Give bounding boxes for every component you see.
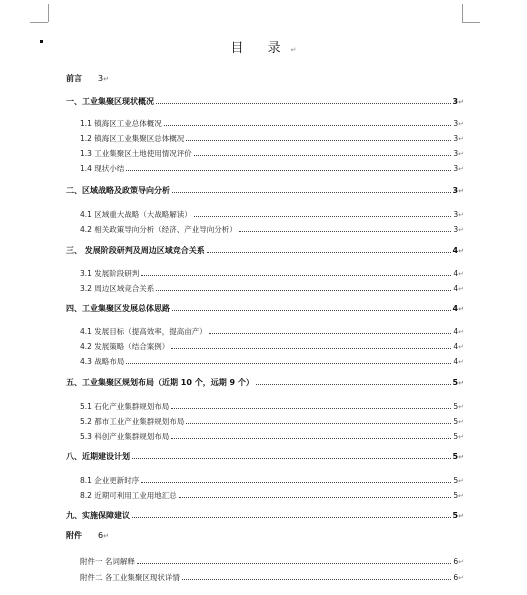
toc-title-text: 目 录 xyxy=(230,41,291,56)
paragraph-mark-icon: ↵ xyxy=(458,247,464,255)
toc-entry-label: 四、工业集聚区发展总体思路 xyxy=(66,304,170,313)
toc-entry-label: 4.1 区域重大战略（大战略解读） xyxy=(80,210,192,219)
toc-entry-label: 5.2 都市工业产业集群规划布局 xyxy=(80,417,185,426)
toc-entry-label: 附件二 各工业集聚区现状详情 xyxy=(80,573,180,582)
toc-subsection-item[interactable] xyxy=(80,209,464,220)
paragraph-mark-icon: ↵ xyxy=(458,418,464,426)
paragraph-mark-icon: ↵ xyxy=(458,477,464,485)
paragraph-mark-icon: ↵ xyxy=(458,453,464,461)
paragraph-mark-icon: ↵ xyxy=(458,226,464,234)
toc-entry-label: 3.2 周边区域竞合关系 xyxy=(80,284,155,293)
toc-page-number: 4 xyxy=(453,269,459,278)
paragraph-mark-icon: ↵ xyxy=(458,187,464,195)
toc-page-number: 4 xyxy=(452,304,459,313)
toc-entry-label: 8.2 近期可利用工业用地汇总 xyxy=(80,491,177,500)
toc-entry-label: 二、区域战略及政策导向分析 xyxy=(66,186,170,195)
toc-page-number: 3 xyxy=(453,119,459,128)
toc-section-heading[interactable] xyxy=(66,185,464,196)
toc-entry-label: 前言 xyxy=(66,74,82,83)
toc-page-number: 3 xyxy=(453,164,459,173)
toc-entry-label: 1.1 镇海区工业总体概况 xyxy=(80,119,162,128)
dot-leader xyxy=(209,333,452,334)
paragraph-mark-icon: ↵ xyxy=(458,433,464,441)
toc-page-number: 5 xyxy=(453,491,459,500)
toc-appendix[interactable] xyxy=(66,530,109,541)
dot-leader xyxy=(141,275,451,276)
toc-entry-label: 5.3 科创产业集群规划布局 xyxy=(80,432,170,441)
toc-subsection-item[interactable] xyxy=(80,326,464,337)
dot-leader xyxy=(132,458,451,459)
toc-subsection-item[interactable] xyxy=(80,283,464,294)
toc-subsection-item[interactable] xyxy=(80,490,464,501)
dot-leader xyxy=(126,363,451,364)
dot-leader xyxy=(194,155,452,156)
toc-page-number: 5 xyxy=(452,452,459,461)
toc-subsection-item[interactable] xyxy=(80,163,464,174)
toc-entry-label: 3.1 发展阶段研判 xyxy=(80,269,140,278)
paragraph-mark-icon: ↵ xyxy=(458,285,464,293)
dot-leader xyxy=(256,384,451,385)
paragraph-mark-icon: ↵ xyxy=(103,75,109,83)
toc-subsection-item[interactable] xyxy=(80,118,464,129)
toc-section-heading[interactable] xyxy=(66,245,464,256)
dot-leader xyxy=(194,216,452,217)
paragraph-mark-icon: ↵ xyxy=(458,358,464,366)
paragraph-mark-icon: ↵ xyxy=(458,379,464,387)
toc-page-number: 4 xyxy=(453,284,459,293)
dot-leader xyxy=(137,563,451,564)
toc-page-number: 4 xyxy=(453,327,459,336)
dot-leader xyxy=(186,140,451,141)
toc-subsection-item[interactable] xyxy=(80,416,464,427)
toc-entry-label: 4.1 发展目标（提高效率，提高亩产） xyxy=(80,327,207,336)
dot-leader xyxy=(172,310,451,311)
toc-section-heading[interactable] xyxy=(66,510,464,521)
toc-appendix-item[interactable] xyxy=(80,572,464,583)
paragraph-mark-icon: ↵ xyxy=(458,558,464,566)
toc-page-number: 5 xyxy=(453,476,459,485)
paragraph-mark-icon: ↵ xyxy=(458,270,464,278)
toc-title xyxy=(0,37,527,56)
dot-leader xyxy=(171,408,451,409)
toc-entry-label: 一、工业集聚区现状概况 xyxy=(66,97,154,106)
toc-page-number: 4 xyxy=(452,246,459,255)
toc-section-heading[interactable] xyxy=(66,451,464,462)
toc-subsection-item[interactable] xyxy=(80,475,464,486)
dot-leader xyxy=(141,482,451,483)
dot-leader xyxy=(239,231,452,232)
paragraph-mark-icon: ↵ xyxy=(458,211,464,219)
dot-leader xyxy=(172,192,451,193)
toc-page-number: 5 xyxy=(453,432,459,441)
toc-subsection-item[interactable] xyxy=(80,148,464,159)
toc-subsection-item[interactable] xyxy=(80,401,464,412)
dot-leader xyxy=(182,579,451,580)
toc-entry-label: 1.4 现状小结 xyxy=(80,164,125,173)
dot-leader xyxy=(164,125,452,126)
paragraph-mark-icon: ↵ xyxy=(458,150,464,158)
toc-page-number: 3 xyxy=(452,186,459,195)
toc-subsection-item[interactable] xyxy=(80,356,464,367)
toc-section-heading[interactable] xyxy=(66,303,464,314)
paragraph-mark-icon: ↵ xyxy=(458,403,464,411)
paragraph-mark-icon: ↵ xyxy=(458,165,464,173)
toc-foreword[interactable] xyxy=(66,73,109,84)
toc-section-heading[interactable] xyxy=(66,377,464,388)
dot-leader xyxy=(179,497,452,498)
toc-section-heading[interactable] xyxy=(66,96,464,107)
paragraph-mark-icon: ↵ xyxy=(458,98,464,106)
toc-entry-label: 八、近期建设计划 xyxy=(66,452,130,461)
paragraph-mark-icon: ↵ xyxy=(290,46,297,54)
dot-leader xyxy=(207,252,451,253)
toc-subsection-item[interactable] xyxy=(80,224,464,235)
toc-page-number: 3 xyxy=(98,74,104,83)
toc-entry-label: 1.2 镇海区工业集聚区总体概况 xyxy=(80,134,185,143)
paragraph-mark-icon: ↵ xyxy=(458,343,464,351)
toc-entry-label: 5.1 石化产业集群规划布局 xyxy=(80,402,170,411)
toc-page-number: 3 xyxy=(453,210,459,219)
dot-leader xyxy=(156,290,451,291)
toc-subsection-item[interactable] xyxy=(80,133,464,144)
toc-page-number: 3 xyxy=(453,134,459,143)
paragraph-mark-icon: ↵ xyxy=(458,328,464,336)
toc-appendix-item[interactable] xyxy=(80,556,464,567)
toc-entry-label: 1.3 工业集聚区土地使用情况评价 xyxy=(80,149,192,158)
paragraph-mark-icon: ↵ xyxy=(458,305,464,313)
dot-leader xyxy=(132,517,451,518)
toc-entry-label: 附件 xyxy=(66,531,82,540)
toc-subsection-item[interactable] xyxy=(80,268,464,279)
toc-entry-label: 4.2 发展策略（结合案例） xyxy=(80,342,170,351)
toc-subsection-item[interactable] xyxy=(80,341,464,352)
toc-page-number: 5 xyxy=(452,378,459,387)
dot-leader xyxy=(186,423,451,424)
paragraph-mark-icon: ↵ xyxy=(103,532,109,540)
toc-entry-label: 附件一 名词解释 xyxy=(80,557,135,566)
dot-leader xyxy=(171,438,451,439)
paragraph-mark-icon: ↵ xyxy=(458,120,464,128)
toc-entry-label: 五、工业集聚区规划布局（近期 10 个，远期 9 个） xyxy=(66,378,254,387)
toc-entry-label: 三、 发展阶段研判及周边区域竞合关系 xyxy=(66,246,205,255)
dot-leader xyxy=(156,103,451,104)
toc-page-number: 6 xyxy=(453,573,459,582)
toc-page-number: 3 xyxy=(453,225,459,234)
toc-page-number: 4 xyxy=(453,357,459,366)
paragraph-mark-icon: ↵ xyxy=(458,512,464,520)
toc-entry-label: 九、实施保障建议 xyxy=(66,511,130,520)
toc-page-number: 5 xyxy=(453,402,459,411)
paragraph-mark-icon: ↵ xyxy=(458,135,464,143)
dot-leader xyxy=(171,348,451,349)
toc-entry-label: 8.1 企业更新时序 xyxy=(80,476,140,485)
toc-page-number: 4 xyxy=(453,342,459,351)
toc-entry-label: 4.2 相关政策导向分析（经济、产业导向分析） xyxy=(80,225,237,234)
dot-leader xyxy=(126,170,451,171)
toc-page-number: 6 xyxy=(453,557,459,566)
toc-page-number: 5 xyxy=(453,417,459,426)
toc-page-number: 3 xyxy=(453,149,459,158)
paragraph-mark-icon: ↵ xyxy=(458,574,464,582)
toc-page-number: 6 xyxy=(98,531,104,540)
toc-page-number: 5 xyxy=(452,511,459,520)
toc-subsection-item[interactable] xyxy=(80,431,464,442)
toc-entry-label: 4.3 战略布局 xyxy=(80,357,125,366)
toc-page-number: 3 xyxy=(452,97,459,106)
paragraph-mark-icon: ↵ xyxy=(458,492,464,500)
